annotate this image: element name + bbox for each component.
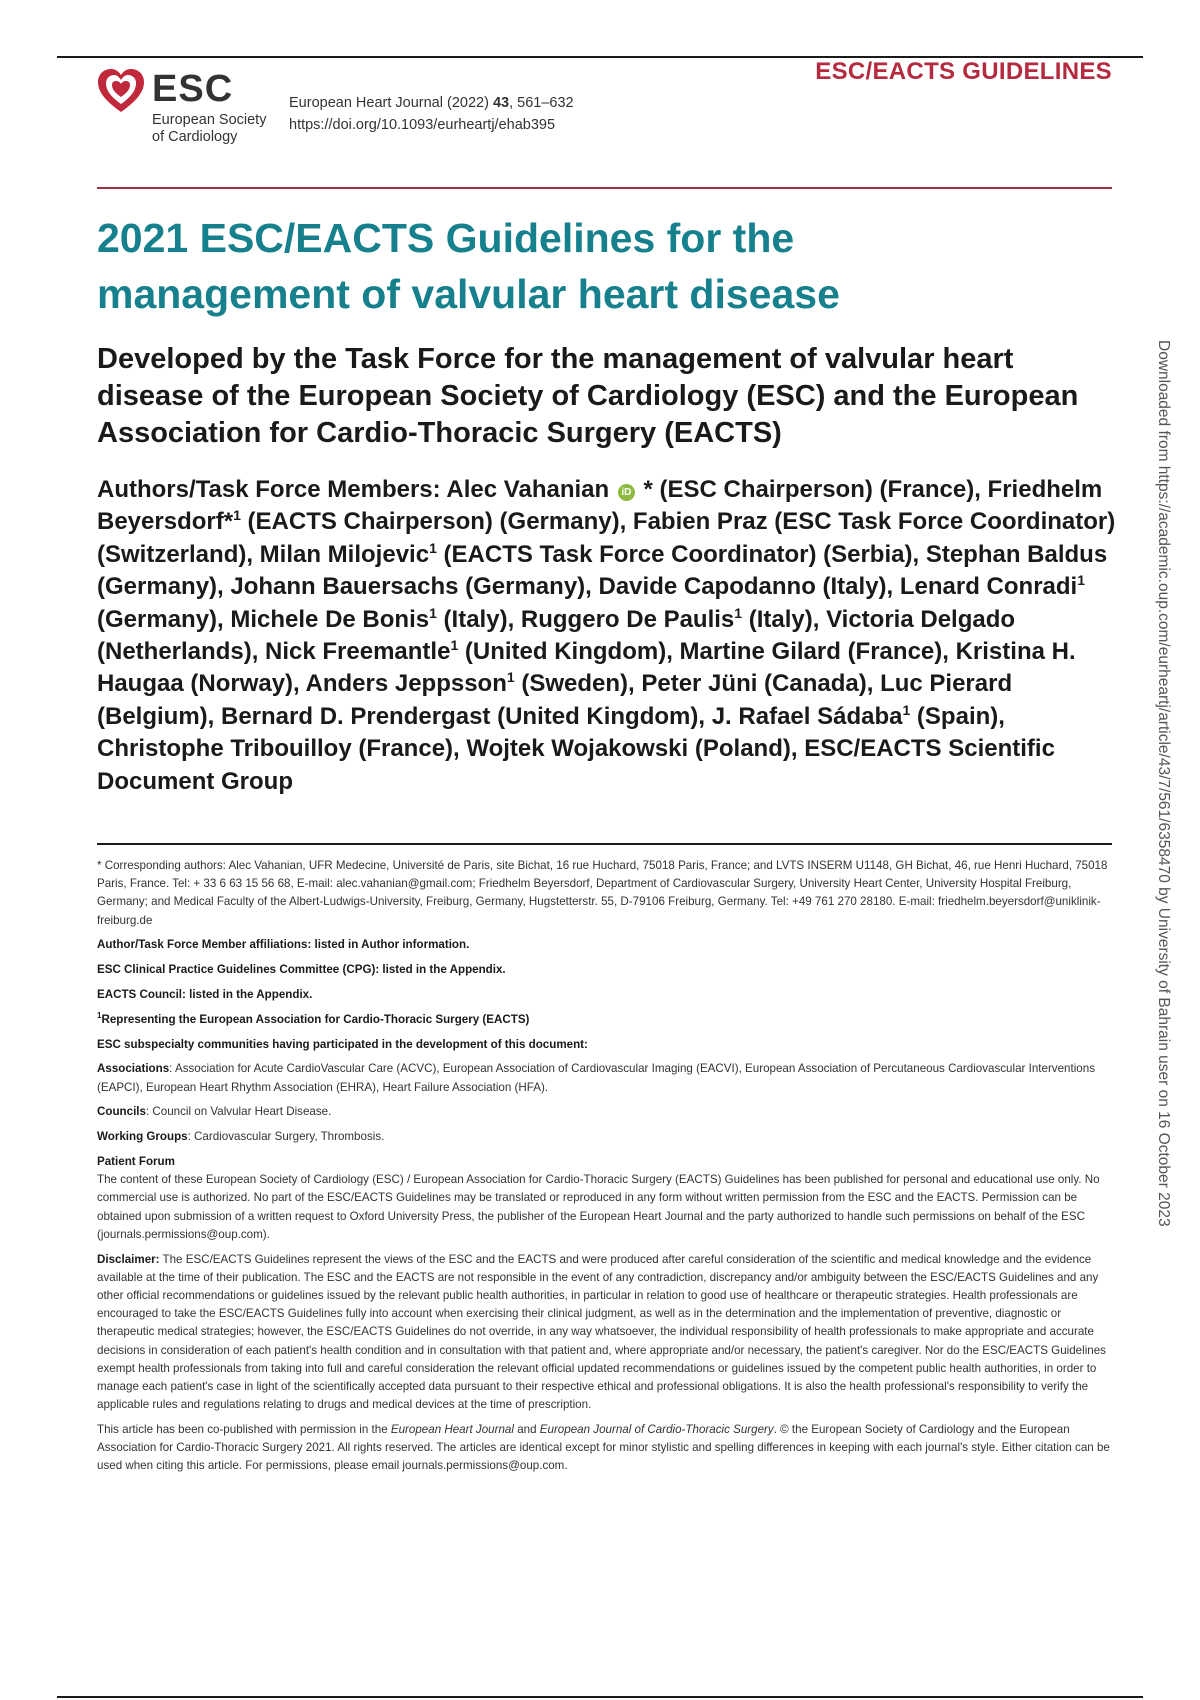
journal-name: European Heart Journal (2022) [289,95,489,111]
download-watermark [1150,340,1172,1260]
councils-label: Councils [97,1105,146,1119]
footnote-marker: 1 [902,701,911,718]
logo-abbreviation: ESC [152,68,234,110]
copub-text: . © the European Society of Cardiology and the European Association for Cardio-Thoracic Surgery 2021. All rights reserved. The articles are identical except for minor stylistic and spelling differences in keeping with each journal's style. Either citation can be used when citing this article. For permissions, please email journals.permissions@oup.com. [97,1423,1110,1473]
authors-part: (EACTS Chairperson) (Germany), Fabien Praz (ESC Task Force Coordinator) (Switzerland), Milan Milojevic [97,508,1116,568]
title-line-2: management of valvular heart disease [97,271,840,317]
working-groups-note [97,1128,1112,1146]
footnote-marker: 1 [233,507,241,524]
article-subtitle: Developed by the Task Force for the management of valvular heart disease of the European Society of Cardiology (ESC) and the European Association for Cardio-Thoracic Surgery (EACTS) [97,343,1079,449]
affiliations-note: Author/Task Force Member affiliations: listed in Author information. [97,938,470,952]
cpg-note: ESC Clinical Practice Guidelines Committee (CPG): listed in the Appendix. [97,963,506,977]
heart-logo-icon [96,66,146,116]
footnote-marker: 1 [506,669,515,686]
authors-part: (Italy), Victoria Delgado (Netherlands), Nick Freemantle [97,605,1016,666]
logo-line-2: of Cardiology [152,129,238,145]
copub-text: This article has been co-published with permission in the [97,1423,391,1437]
footnote-marker: 1 [734,604,743,621]
authors-part: (Sweden), Peter Jüni (Canada), Luc Pierard (Belgium), Bernard D. Prendergast (United Kingdom), J. Rafael Sádaba [97,670,1013,730]
councils-note [97,1103,1112,1121]
authors-part: (EACTS Task Force Coordinator) (Serbia), Stephan Baldus (Germany), Johann Bauersachs (Germany), Davide Capodanno (Italy), Lenard Conradi [97,540,1108,601]
title-line-1: 2021 ESC/EACTS Guidelines for the [97,215,795,261]
authors-part: (Spain), Christophe Tribouilloy (France), Wojtek Wojakowski (Poland), ESC/EACTS Scientific Document Group [97,702,1055,795]
bottom-rule [57,1696,1143,1698]
authors-prefix: Authors/Task Force Members: Alec Vahanian [97,476,610,503]
working-groups-text: : Cardiovascular Surgery, Thrombosis. [187,1130,385,1144]
series-label: ESC/EACTS GUIDELINES [815,58,1112,85]
authors-part: (United Kingdom), Martine Gilard (France), Kristina H. Haugaa (Norway), Anders Jeppsson [97,638,1076,698]
council-note: EACTS Council: listed in the Appendix. [97,988,313,1001]
footnote-marker: 1 [97,1010,102,1020]
disclaimer-text: The ESC/EACTS Guidelines represent the views of the ESC and the EACTS and were produced after careful consideration of the scientific and medical knowledge and the evidence available at the time of their publication. The ESC and the EACTS are not responsible in the event of any contradiction, discrepancy and/or ambiguity between the ESC/EACTS Guidelines and any other official recommendations or guidelines issued by the relevant public health authorities, in particular in relation to good use of healthcare or therapeutic strategies. Health professionals are encouraged to take the ESC/EACTS Guidelines fully into account when exercising their clinical judgment, as well as in the determination and the implementation of preventive, diagnostic or therapeutic medical strategies; however, the ESC/EACTS Guidelines do not override, in any way whatsoever, the individual responsibility of health professionals to make appropriate and accurate decisions in consideration of each patient's health condition and in consultation with that patient and, where appropriate and/or necessary, the patient's caregiver. Nor do the ESC/EACTS Guidelines exempt health professionals from taking into full and careful consideration the relevant official updated recommendations or guidelines issued by the competent public health authorities, in order to manage each patient's case in light of the scientifically accepted data pursuant to their respective ethical and professional obligations. It is also the health professional's responsibility to verify the applicable rules and regulations relating to drugs and medical devices at the time of prescription. [97,1252,1106,1412]
footnote-marker: 1 [450,637,459,654]
doi-link[interactable]: https://doi.org/10.1093/eurheartj/ehab395 [289,117,556,133]
journal-1: European Heart Journal [390,1423,514,1437]
patient-forum-text: The content of these European Society of Cardiology (ESC) / European Association for Cardio-Thoracic Surgery (EACTS) Guidelines has been published for personal and educational use only. No commercial use is authorized. No part of the ESC/EACTS Guidelines may be translated or reproduced in any form without written permission from the ESC and the EACTS. Permission can be obtained upon submission of a written request to Oxford University Press, the publisher of the European Heart Journal and the party authorized to handle such permissions on behalf of the ESC (journals.permissions@oup.com). [97,1173,1100,1241]
orcid-icon[interactable]: iD [618,484,635,501]
journal-citation [289,92,574,136]
journal-reference [289,92,574,114]
associations-label: Associations [97,1062,170,1076]
disclaimer [97,1251,1112,1415]
authors-part: (Germany), Michele De Bonis [97,605,430,633]
authors-part: (Italy), Ruggero De Paulis [436,605,735,633]
journal-pages: , 561–632 [509,95,574,111]
disclaimer-label: Disclaimer: [97,1252,160,1266]
journal-volume: 43 [492,95,510,111]
front-matter [97,857,1112,1482]
logo-line-1: European Society [152,112,267,128]
councils-text: : Council on Valvular Heart Disease. [145,1105,332,1119]
subspecialty-heading: ESC subspecialty communities having participated in the development of this document: [97,1037,588,1051]
footnote-marker: 1 [429,604,437,621]
footnote-marker: 1 [429,539,437,556]
copub-text: and [513,1423,540,1437]
article-title [97,210,1117,322]
associations-note [97,1060,1112,1096]
download-note: Downloaded from https://academic.oup.com/eurheartj/article/43/7/561/6358470 by University of Bahrain user on 16 October 2023 [1155,340,1172,1227]
footnote-marker: 1 [1077,572,1086,589]
representing-note [97,1011,1112,1029]
representing-text: Representing the European Association for Cardio-Thoracic Surgery (EACTS) [101,1012,530,1026]
journal-2: European Journal of Cardio-Thoracic Surgery [539,1423,774,1437]
patient-forum-heading: Patient Forum [97,1154,175,1168]
logo-society-name [152,112,266,146]
title-rule [97,187,1112,189]
copublication-note [97,1421,1112,1476]
corresponding-authors: * Corresponding authors: Alec Vahanian, UFR Medecine, Université de Paris, site Bichat, 16 rue Huchard, 75018 Paris, France; and LVTS INSERM U1148, GH Bichat, 46, rue Henri Huchard, 75018 Paris, France. Tel: + 33 6 63 15 56 68, E-mail: alec.vahanian@gmail.com; Friedhelm Beyersdorf, Department of Cardiovascular Surgery, University Heart Center, University Hospital Freiburg, Germany; and Medical Faculty of the Albert-Ludwigs-University, Freiburg, Germany, Hugstetterstr. 55, D-79106 Freiburg, Germany. Tel: +49 761 270 28180. E-mail: friedhelm.beyersdorf@uniklinik-freiburg.de [97,859,1108,927]
working-groups-label: Working Groups [97,1130,188,1144]
associations-text: : Association for Acute CardioVascular Care (ACVC), European Association of Cardiovascular Imaging (EACVI), European Association of Percutaneous Cardiovascular Interventions (EAPCI), European Heart Rhythm Association (EHRA), Heart Failure Association (HFA). [97,1062,1095,1094]
esc-logo [96,66,286,152]
authors-part: * (ESC Chairperson) (France), Friedhelm Beyersdorf* [97,476,1103,536]
author-list [97,474,1127,798]
front-matter-rule [97,843,1112,845]
